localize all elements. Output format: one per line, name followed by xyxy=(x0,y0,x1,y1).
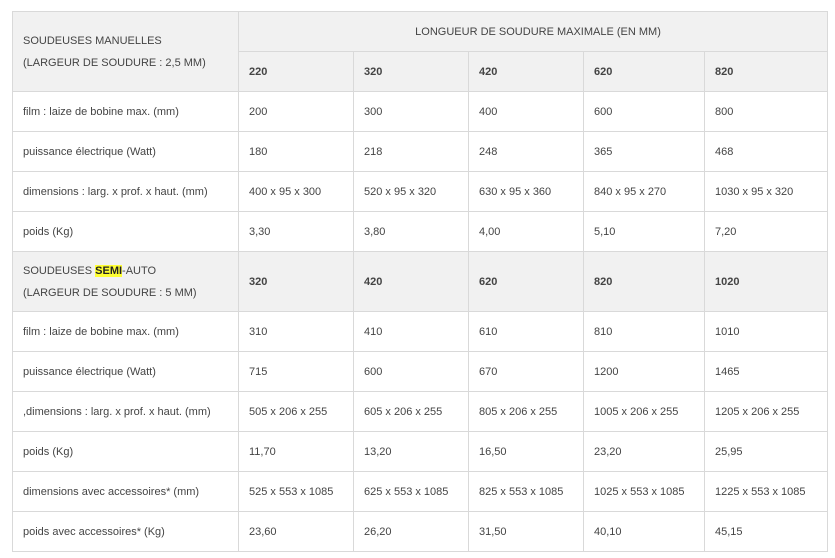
table-cell: 625 x 553 x 1085 xyxy=(354,472,469,512)
table-cell: 610 xyxy=(469,312,584,352)
table-row xyxy=(13,352,828,392)
table-cell: 1465 xyxy=(705,352,828,392)
table-cell: 26,20 xyxy=(354,512,469,552)
table-cell: 23,20 xyxy=(584,432,705,472)
table-row xyxy=(13,312,828,352)
table-cell: 600 xyxy=(584,92,705,132)
table-row xyxy=(13,392,828,432)
row-label: poids (Kg) xyxy=(13,212,239,252)
table-cell: 1025 x 553 x 1085 xyxy=(584,472,705,512)
column-header: 620 xyxy=(469,252,584,312)
semi-title-suffix: -AUTO xyxy=(122,264,157,277)
semi-title-prefix: SOUDEUSES xyxy=(23,264,96,277)
table-cell: 825 x 553 x 1085 xyxy=(469,472,584,512)
manual-title-line2: (LARGEUR DE SOUDURE : 2,5 MM) xyxy=(23,56,206,69)
table-cell: 310 xyxy=(239,312,354,352)
table-cell: 1200 xyxy=(584,352,705,392)
table-cell: 248 xyxy=(469,132,584,172)
table-cell: 300 xyxy=(354,92,469,132)
table-cell: 7,20 xyxy=(705,212,828,252)
table-cell: 1005 x 206 x 255 xyxy=(584,392,705,432)
table-cell: 13,20 xyxy=(354,432,469,472)
column-header: 320 xyxy=(354,52,469,92)
row-label: puissance électrique (Watt) xyxy=(13,132,239,172)
table-cell: 1030 x 95 x 320 xyxy=(705,172,828,212)
table-cell: 200 xyxy=(239,92,354,132)
semi-header-row xyxy=(13,252,828,312)
table-cell: 16,50 xyxy=(469,432,584,472)
table-cell: 40,10 xyxy=(584,512,705,552)
table-cell: 670 xyxy=(469,352,584,392)
column-header: 420 xyxy=(469,52,584,92)
table-cell: 605 x 206 x 255 xyxy=(354,392,469,432)
table-row xyxy=(13,132,828,172)
table-cell: 365 xyxy=(584,132,705,172)
table-cell: 805 x 206 x 255 xyxy=(469,392,584,432)
table-cell: 715 xyxy=(239,352,354,392)
column-header: 620 xyxy=(584,52,705,92)
row-label: film : laize de bobine max. (mm) xyxy=(13,92,239,132)
table-row xyxy=(13,432,828,472)
row-label: film : laize de bobine max. (mm) xyxy=(13,312,239,352)
table-cell: 3,30 xyxy=(239,212,354,252)
column-header: 820 xyxy=(584,252,705,312)
manual-group-title xyxy=(13,12,239,92)
semi-title-line1 xyxy=(23,260,238,282)
row-label: poids avec accessoires* (Kg) xyxy=(13,512,239,552)
table-cell: 11,70 xyxy=(239,432,354,472)
manual-title-line1: SOUDEUSES MANUELLES xyxy=(23,34,162,47)
table-cell: 31,50 xyxy=(469,512,584,552)
table-cell: 468 xyxy=(705,132,828,172)
row-label: poids (Kg) xyxy=(13,432,239,472)
table-row xyxy=(13,172,828,212)
column-header: 1020 xyxy=(705,252,828,312)
table-cell: 630 x 95 x 360 xyxy=(469,172,584,212)
column-header: 420 xyxy=(354,252,469,312)
table-cell: 45,15 xyxy=(705,512,828,552)
table-cell: 800 xyxy=(705,92,828,132)
table-cell: 1225 x 553 x 1085 xyxy=(705,472,828,512)
table-row xyxy=(13,212,828,252)
max-weld-length-header: LONGUEUR DE SOUDURE MAXIMALE (EN MM) xyxy=(239,12,828,52)
spec-table xyxy=(12,11,828,552)
column-header: 820 xyxy=(705,52,828,92)
table-row xyxy=(13,472,828,512)
table-row xyxy=(13,92,828,132)
row-label: dimensions : larg. x prof. x haut. (mm) xyxy=(13,172,239,212)
table-cell: 1205 x 206 x 255 xyxy=(705,392,828,432)
table-cell: 840 x 95 x 270 xyxy=(584,172,705,212)
semi-group-title xyxy=(13,252,239,312)
row-label: puissance électrique (Watt) xyxy=(13,352,239,392)
table-cell: 1010 xyxy=(705,312,828,352)
table-cell: 520 x 95 x 320 xyxy=(354,172,469,212)
table-cell: 25,95 xyxy=(705,432,828,472)
table-cell: 525 x 553 x 1085 xyxy=(239,472,354,512)
table-cell: 810 xyxy=(584,312,705,352)
row-label: ,dimensions : larg. x prof. x haut. (mm) xyxy=(13,392,239,432)
table-row xyxy=(13,512,828,552)
table-cell: 400 x 95 x 300 xyxy=(239,172,354,212)
table-cell: 218 xyxy=(354,132,469,172)
table-cell: 23,60 xyxy=(239,512,354,552)
table-cell: 410 xyxy=(354,312,469,352)
table-cell: 4,00 xyxy=(469,212,584,252)
manual-header-row xyxy=(13,12,828,52)
column-header: 320 xyxy=(239,252,354,312)
semi-title-line2: (LARGEUR DE SOUDURE : 5 MM) xyxy=(23,286,197,299)
table-cell: 600 xyxy=(354,352,469,392)
semi-title-highlight: SEMI xyxy=(95,264,123,277)
column-header: 220 xyxy=(239,52,354,92)
table-cell: 180 xyxy=(239,132,354,172)
table-cell: 3,80 xyxy=(354,212,469,252)
table-cell: 505 x 206 x 255 xyxy=(239,392,354,432)
row-label: dimensions avec accessoires* (mm) xyxy=(13,472,239,512)
table-cell: 5,10 xyxy=(584,212,705,252)
table-cell: 400 xyxy=(469,92,584,132)
